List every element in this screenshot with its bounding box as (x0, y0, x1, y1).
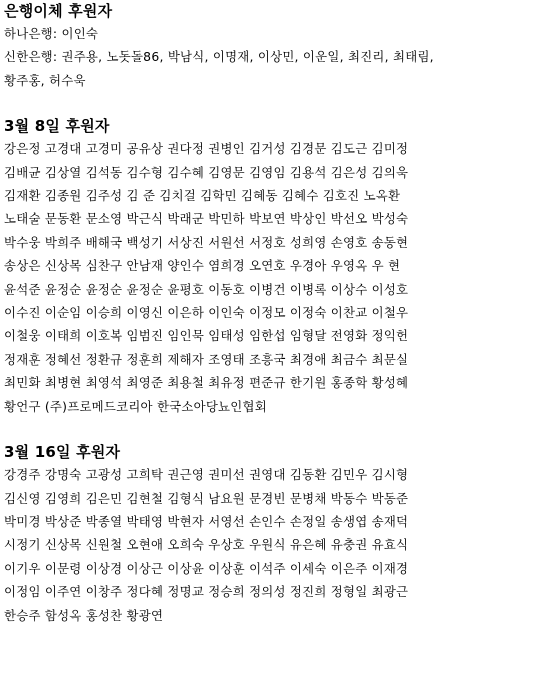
donor-line: 강경주 강명숙 고광성 고희탁 권근영 권미선 권영대 김동환 김민우 김시형 (4, 467, 409, 483)
bank-transfer-section (4, 0, 542, 92)
donor-line: 한승주 함성옥 홍성찬 황광연 (4, 607, 164, 623)
bank-line: 신한은행: 권주용, 노돗돌86, 박남식, 이명재, 이상민, 이운일, 최진리, 최태림, (4, 49, 434, 65)
donor-line: 이수진 이순임 이승희 이영신 이은하 이인숙 이정모 이정숙 이찬교 이철우 (4, 305, 409, 321)
donor-line: 이정임 이주연 이창주 정다혜 정명교 정승희 정의성 정진희 정형일 최광근 (4, 584, 409, 600)
march-8-section (4, 115, 542, 418)
donor-line: 김재환 김종원 김주성 김 준 김치걸 김학민 김혜동 김혜수 김호진 노옥환 (4, 188, 401, 204)
section-spacer (4, 92, 542, 115)
donor-line: 정재훈 정혜선 정환규 정훈희 제해자 조영태 조흥국 최경애 최금수 최문실 (4, 351, 409, 367)
bank-line: 황주홍, 허수욱 (4, 72, 86, 88)
donor-line: 박미경 박상준 박종열 박태영 박현자 서영선 손인수 손정일 송생엽 송재덕 (4, 513, 409, 529)
donor-line: 김배균 김상열 김석동 김수형 김수혜 김영문 김영임 김용석 김은성 김의욱 (4, 164, 409, 180)
donor-line: 이철웅 이태희 이호복 임범진 임인묵 임태성 임한섭 임형달 전영화 정익헌 (4, 328, 409, 344)
donor-line: 박수웅 박희주 배해국 백성기 서상진 서원선 서정호 성희영 손영호 송동현 (4, 234, 409, 250)
donor-line: 시정기 신상목 신원철 오현애 오희숙 우상호 우원식 유은혜 유충권 유효식 (4, 537, 409, 553)
donor-line: 송상은 신상목 심찬구 안남재 양인수 염희경 오연호 우경아 우영옥 우 현 (4, 258, 401, 274)
donor-line: 윤석준 윤정순 윤정순 윤정순 윤평호 이동호 이병건 이병록 이상수 이성호 (4, 281, 409, 297)
bank-line: 하나은행: 이인숙 (4, 26, 99, 41)
donor-line: 황언구 (주)프로메드코리아 한국소아당뇨인협회 (4, 398, 267, 414)
march-16-heading: 3월 16일 후원자 (4, 443, 121, 462)
bank-transfer-heading: 은행이체 후원자 (4, 2, 113, 20)
march-8-heading: 3월 8일 후원자 (4, 117, 110, 136)
march-16-section (4, 441, 542, 627)
donor-line: 강은정 고경대 고경미 공유상 권다정 권병인 김거성 김경문 김도근 김미정 (4, 141, 409, 157)
donor-line: 이기우 이문령 이상경 이상근 이상윤 이상훈 이석주 이세숙 이은주 이재경 (4, 560, 409, 576)
donor-line: 최민화 최병현 최영석 최영준 최용철 최유정 편준규 한기원 홍종학 황성혜 (4, 375, 409, 391)
section-spacer (4, 418, 542, 441)
donor-line: 김신영 김영희 김은민 김현철 김형식 남요원 문경빈 문병채 박동수 박동준 (4, 490, 409, 506)
donor-line: 노태술 문동환 문소영 박근식 박래군 박민하 박보연 박상인 박선오 박성숙 (4, 211, 409, 227)
